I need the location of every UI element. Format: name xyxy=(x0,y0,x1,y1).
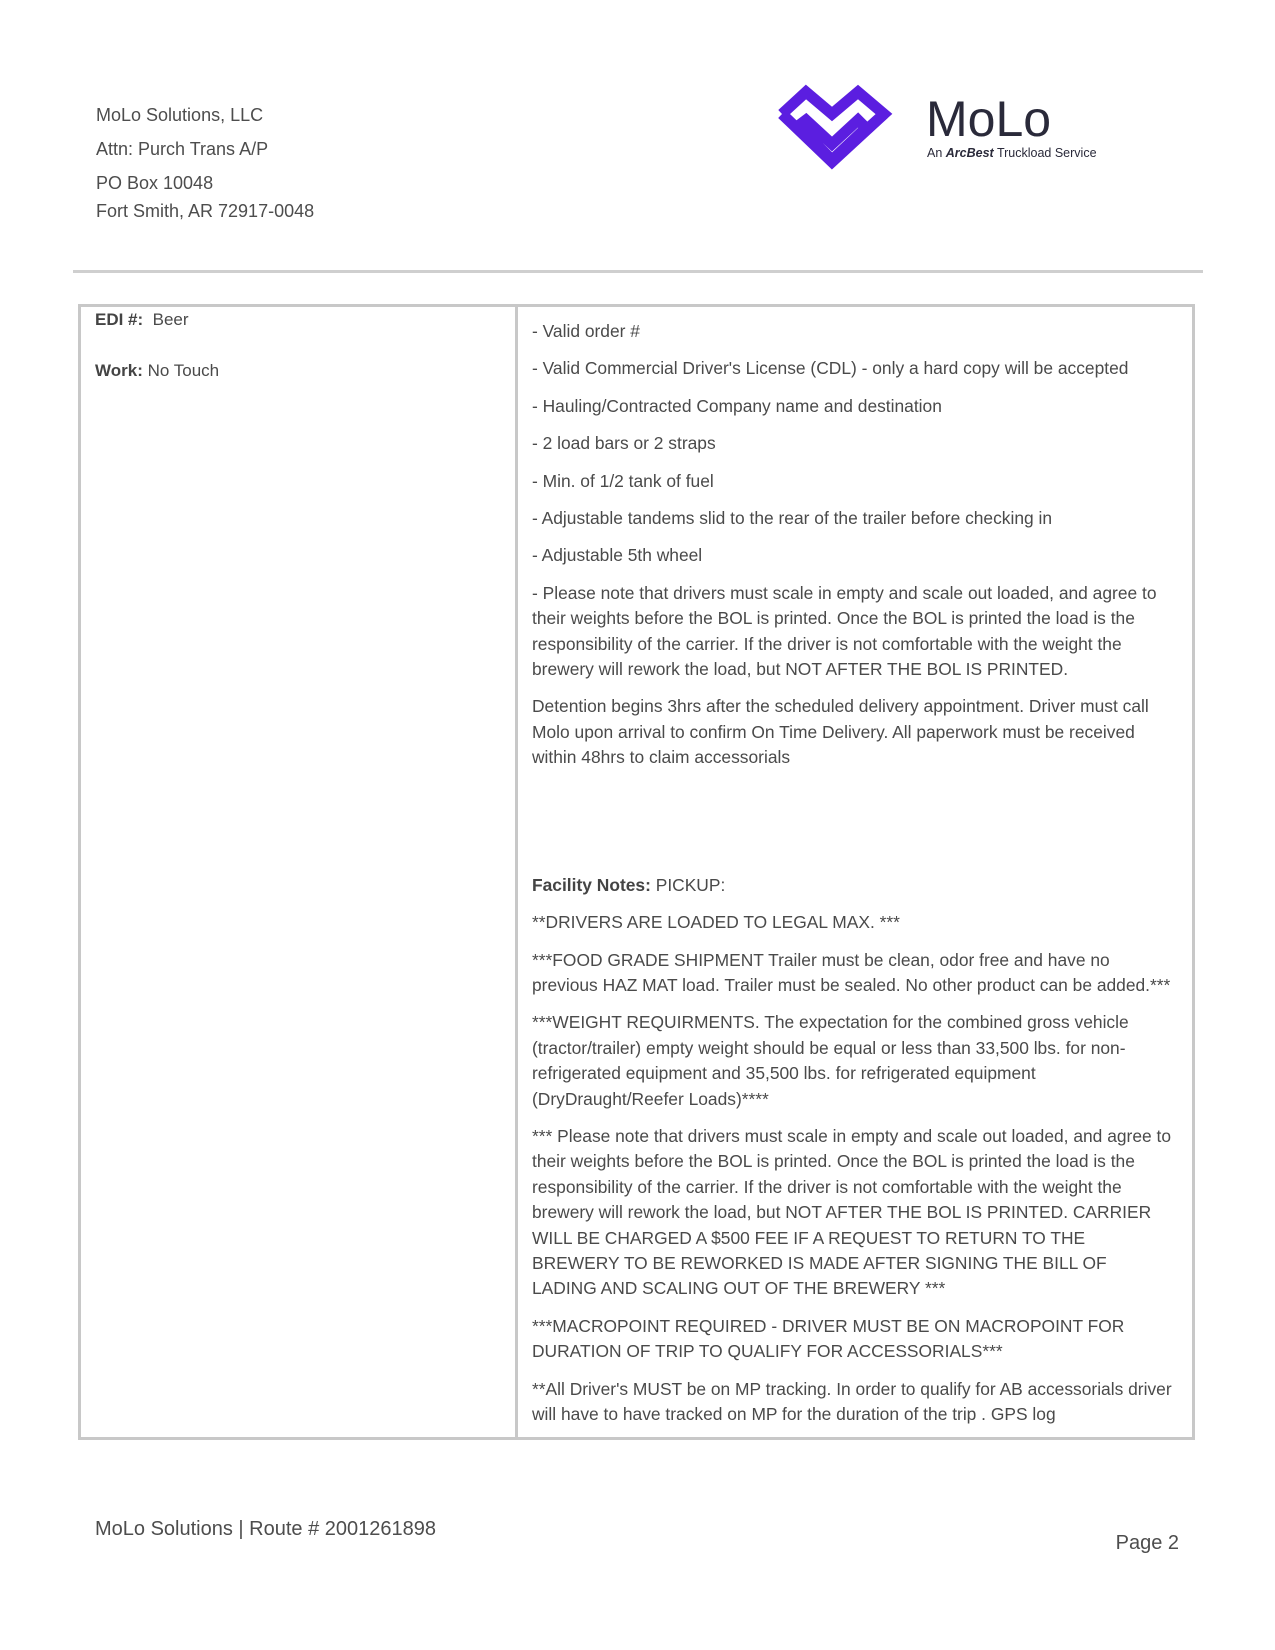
requirement-item: - Hauling/Contracted Company name and destination xyxy=(532,395,942,416)
page-number: Page 2 xyxy=(1115,1532,1179,1554)
requirement-item: - Min. of 1/2 tank of fuel xyxy=(532,470,714,491)
details-right-column xyxy=(518,307,1192,1437)
instructions-text xyxy=(532,319,1172,1437)
work-label: Work: xyxy=(95,361,143,380)
billing-address xyxy=(96,104,314,222)
molo-wordmark: MoLo xyxy=(926,91,1052,147)
address-city: Fort Smith, AR 72917-0048 xyxy=(96,201,315,221)
edi-label: EDI #: xyxy=(95,310,144,329)
requirement-item: - Please note that drivers must scale in empty and scale out loaded, and agree to their weights before the BOL is printed. Once the BOL is printed the load is the responsibility of the carrier. If the driver is not comfortable with the weight the brewery will rework the load, but NOT AFTER THE BOL IS PRINTED. xyxy=(532,582,1157,680)
edi-field xyxy=(95,310,189,330)
work-value: No Touch xyxy=(147,361,220,380)
facility-notes-heading xyxy=(532,873,1172,898)
facility-note: **DRIVERS ARE LOADED TO LEGAL MAX. *** xyxy=(532,912,900,933)
facility-notes-value: PICKUP: xyxy=(655,874,726,895)
edi-value: Beer xyxy=(152,310,189,329)
header-divider xyxy=(73,270,1203,273)
facility-note: ***MACROPOINT REQUIRED - DRIVER MUST BE ON MACROPOINT FOR DURATION OF TRIP TO QUALIFY FOR ACCESSORIALS*** xyxy=(532,1315,1125,1362)
work-field xyxy=(95,361,219,381)
facility-note: *** Please note that drivers must scale in empty and scale out loaded, and agree to their weights before the BOL is printed. Once the BOL is printed the load is the responsibility of the carrier. If the driver is not comfortable with the weight the brewery will rework the load, but NOT AFTER THE BOL IS PRINTED. CARRIER WILL BE CHARGED A $500 FEE IF A REQUEST TO RETURN TO THE BREWERY TO BE REWORKED IS MADE AFTER SIGNING THE BILL OF LADING AND SCALING OUT OF THE BREWERY *** xyxy=(532,1125,1172,1299)
facility-notes-label: Facility Notes: xyxy=(532,874,651,895)
requirement-item: - Adjustable tandems slid to the rear of the trailer before checking in xyxy=(532,508,1053,529)
address-po-box: PO Box 10048 xyxy=(96,173,214,193)
address-company: MoLo Solutions, LLC xyxy=(96,105,264,125)
spacer xyxy=(532,783,1172,873)
requirement-item: - Valid order # xyxy=(532,321,640,341)
logo-tagline-brand: ArcBest xyxy=(945,146,994,160)
facility-note: **All Driver's MUST be on MP tracking. In order to qualify for AB accessorials driver will have to have tracked on MP for the duration of the trip . GPS log xyxy=(532,1378,1172,1424)
footer-route: MoLo Solutions | Route # 2001261898 xyxy=(95,1518,437,1540)
svg-text:An ArcBest Truckload Service xyxy=(927,146,1097,160)
molo-logo-mark-icon xyxy=(782,92,884,162)
address-attn: Attn: Purch Trans A/P xyxy=(96,139,269,159)
facility-note: ***WEIGHT REQUIRMENTS. The expectation for the combined gross vehicle (tractor/trailer) empty weight should be equal or less than 33,500 lbs. for non-refrigerated equipment and 35,500 lbs. for refrigerated equipment (DryDraught/Reefer Loads)**** xyxy=(532,1012,1129,1109)
requirement-item: - Valid Commercial Driver's License (CDL) - only a hard copy will be accepted xyxy=(532,358,1129,379)
details-table xyxy=(78,304,1195,1440)
logo-tagline-post: Truckload Service xyxy=(993,146,1097,160)
detention-note: Detention begins 3hrs after the scheduled delivery appointment. Driver must call Molo upon arrival to confirm On Time Delivery. All paperwork must be received within 48hrs to claim accessorials xyxy=(532,696,1149,768)
facility-note: ***FOOD GRADE SHIPMENT Trailer must be clean, odor free and have no previous HAZ MAT load. Trailer must be sealed. No other product can be added.*** xyxy=(532,949,1171,995)
details-left-column xyxy=(81,307,518,1437)
logo-tagline-pre: An xyxy=(927,146,946,160)
requirement-item: - Adjustable 5th wheel xyxy=(532,545,703,566)
requirement-item: - 2 load bars or 2 straps xyxy=(532,433,716,454)
molo-logo xyxy=(776,84,1156,184)
